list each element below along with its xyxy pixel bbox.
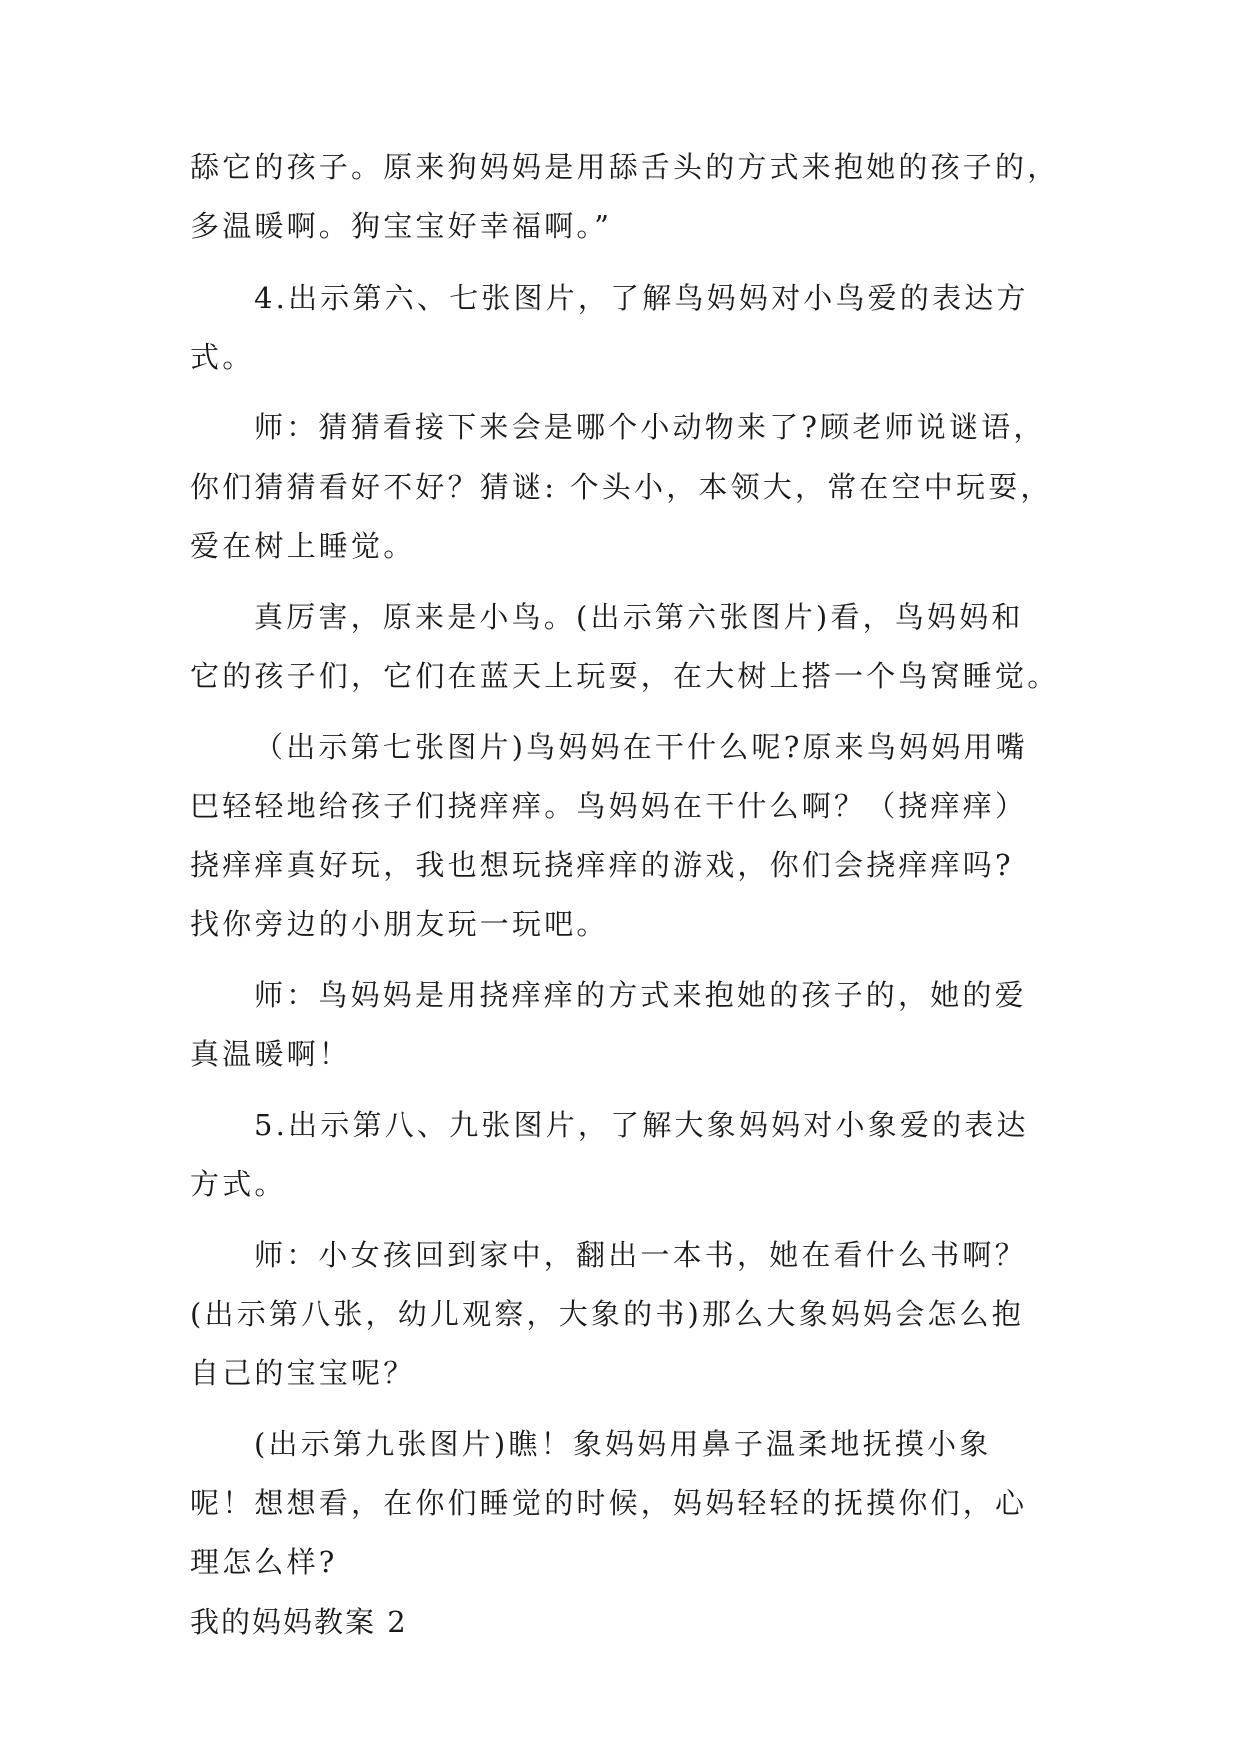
section-title: 我的妈妈教案 2 xyxy=(190,1605,408,1639)
paragraph-line: 5.出示第八、九张图片，了解大象妈妈对小象爱的表达 xyxy=(254,1108,1029,1142)
paragraph-line: 爱在树上睡觉。 xyxy=(190,529,416,563)
paragraph-line: 呢！想想看，在你们睡觉的时候，妈妈轻轻的抚摸你们，心 xyxy=(190,1486,1028,1520)
paragraph-line: 式。 xyxy=(190,340,255,374)
paragraph-line: （出示第七张图片)鸟妈妈在干什么呢?原来鸟妈妈用嘴 xyxy=(254,730,1028,764)
paragraph-line: 舔它的孩子。原来狗妈妈是用舔舌头的方式来抱她的孩子的， xyxy=(190,150,1060,184)
paragraph-line: 真厉害，原来是小鸟。(出示第六张图片)看，鸟妈妈和 xyxy=(254,600,1024,634)
paragraph-line: 师：小女孩回到家中，翻出一本书，她在看什么书啊？ xyxy=(254,1238,1027,1272)
paragraph-line: (出示第八张，幼儿观察，大象的书)那么大象妈妈会怎么抱 xyxy=(190,1297,1025,1331)
paragraph-line: 巴轻轻地给孩子们挠痒痒。鸟妈妈在干什么啊？（挠痒痒） xyxy=(190,789,1028,823)
paragraph-line: 真温暖啊！ xyxy=(190,1037,352,1071)
paragraph-line: 4.出示第六、七张图片，了解鸟妈妈对小鸟爱的表达方 xyxy=(254,281,1029,315)
paragraph-line: 多温暖啊。狗宝宝好幸福啊。” xyxy=(190,209,613,243)
paragraph-line: 你们猜猜看好不好？猜谜: 个头小，本领大，常在空中玩耍， xyxy=(190,470,1053,504)
paragraph-line: 找你旁边的小朋友玩一玩吧。 xyxy=(190,907,609,941)
paragraph-line: 方式。 xyxy=(190,1167,287,1201)
paragraph-line: 师：鸟妈妈是用挠痒痒的方式来抱她的孩子的，她的爱 xyxy=(254,978,1027,1012)
paragraph-line: 自己的宝宝呢？ xyxy=(190,1356,416,1390)
paragraph-line: 理怎么样? xyxy=(190,1545,338,1579)
paragraph-line: 师：猜猜看接下来会是哪个小动物来了?顾老师说谜语， xyxy=(254,410,1046,444)
paragraph-line: 它的孩子们，它们在蓝天上玩耍，在大树上搭一个鸟窝睡觉。 xyxy=(190,659,1060,693)
paragraph-line: 挠痒痒真好玩，我也想玩挠痒痒的游戏，你们会挠痒痒吗? xyxy=(190,848,1014,882)
paragraph-line: (出示第九张图片)瞧！象妈妈用鼻子温柔地抚摸小象 xyxy=(254,1427,992,1461)
